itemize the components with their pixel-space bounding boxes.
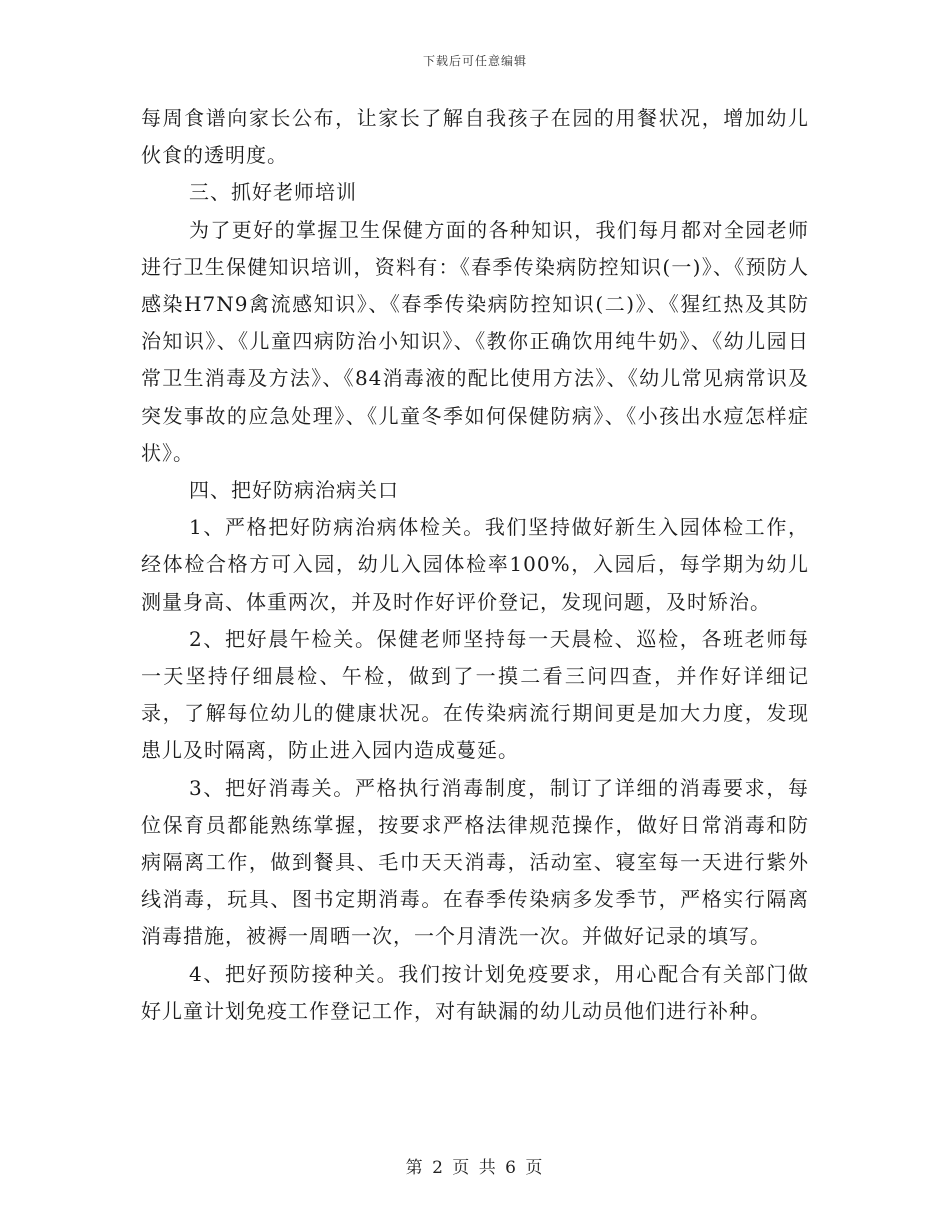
paragraph-training: 为了更好的掌握卫生保健方面的各种知识，我们每月都对全园老师进行卫生保健知识培训，资料有：《春季传染病防控知识(一)》、《预防人感染H7N9禽流感知识》、《春季传染病防控知识(二)》、《猩红热及其防治知识》、《儿童四病防治小知识》、《教你正确饮用纯牛奶》、《幼儿园日常卫生消毒及方法》、《84消毒液的配比使用方法》、《幼儿常见病常识及突发事故的应急处理》、《儿童冬季如何保健防病》、《小孩出水痘怎样症状》。 — [141, 217, 809, 465]
page-header: 下载后可任意编辑 — [422, 54, 527, 68]
paragraph-item-2: 2、把好晨午检关。保健老师坚持每一天晨检、巡检，各班老师每一天坚持仔细晨检、午检，做到了一摸二看三问四查，并作好详细记录，了解每位幼儿的健康状况。在传染病流行期间更是加大力度，发现患儿及时隔离，防止进入园内造成蔓延。 — [141, 626, 809, 763]
paragraph-item-3: 3、把好消毒关。严格执行消毒制度，制订了详细的消毒要求，每位保育员都能熟练掌握，按要求严格法律规范操作，做好日常消毒和防病隔离工作，做到餐具、毛巾天天消毒，活动室、寝室每一天进行紫外线消毒，玩具、图书定期消毒。在春季传染病多发季节，严格实行隔离消毒措施，被褥一周晒一次，一个月清洗一次。并做好记录的填写。 — [141, 775, 809, 949]
paragraph-item-1: 1、严格把好防病治病体检关。我们坚持做好新生入园体检工作，经体检合格方可入园，幼儿入园体检率100%，入园后，每学期为幼儿测量身高、体重两次，并及时作好评价登记，发现问题，及时矫治。 — [141, 515, 809, 614]
section-heading-3: 三、抓好老师培训 — [189, 180, 357, 205]
paragraph-item-4: 4、把好预防接种关。我们按计划免疫要求，用心配合有关部门做好儿童计划免疫工作登记工作，对有缺漏的幼儿动员他们进行补种。 — [141, 961, 809, 1023]
page-number-footer: 第 2 页 共 6 页 — [405, 1158, 545, 1178]
section-heading-4: 四、把好防病治病关口 — [189, 478, 399, 503]
document-body — [141, 100, 809, 1030]
paragraph-1: 每周食谱向家长公布，让家长了解自我孩子在园的用餐状况，增加幼儿伙食的透明度。 — [141, 106, 809, 168]
